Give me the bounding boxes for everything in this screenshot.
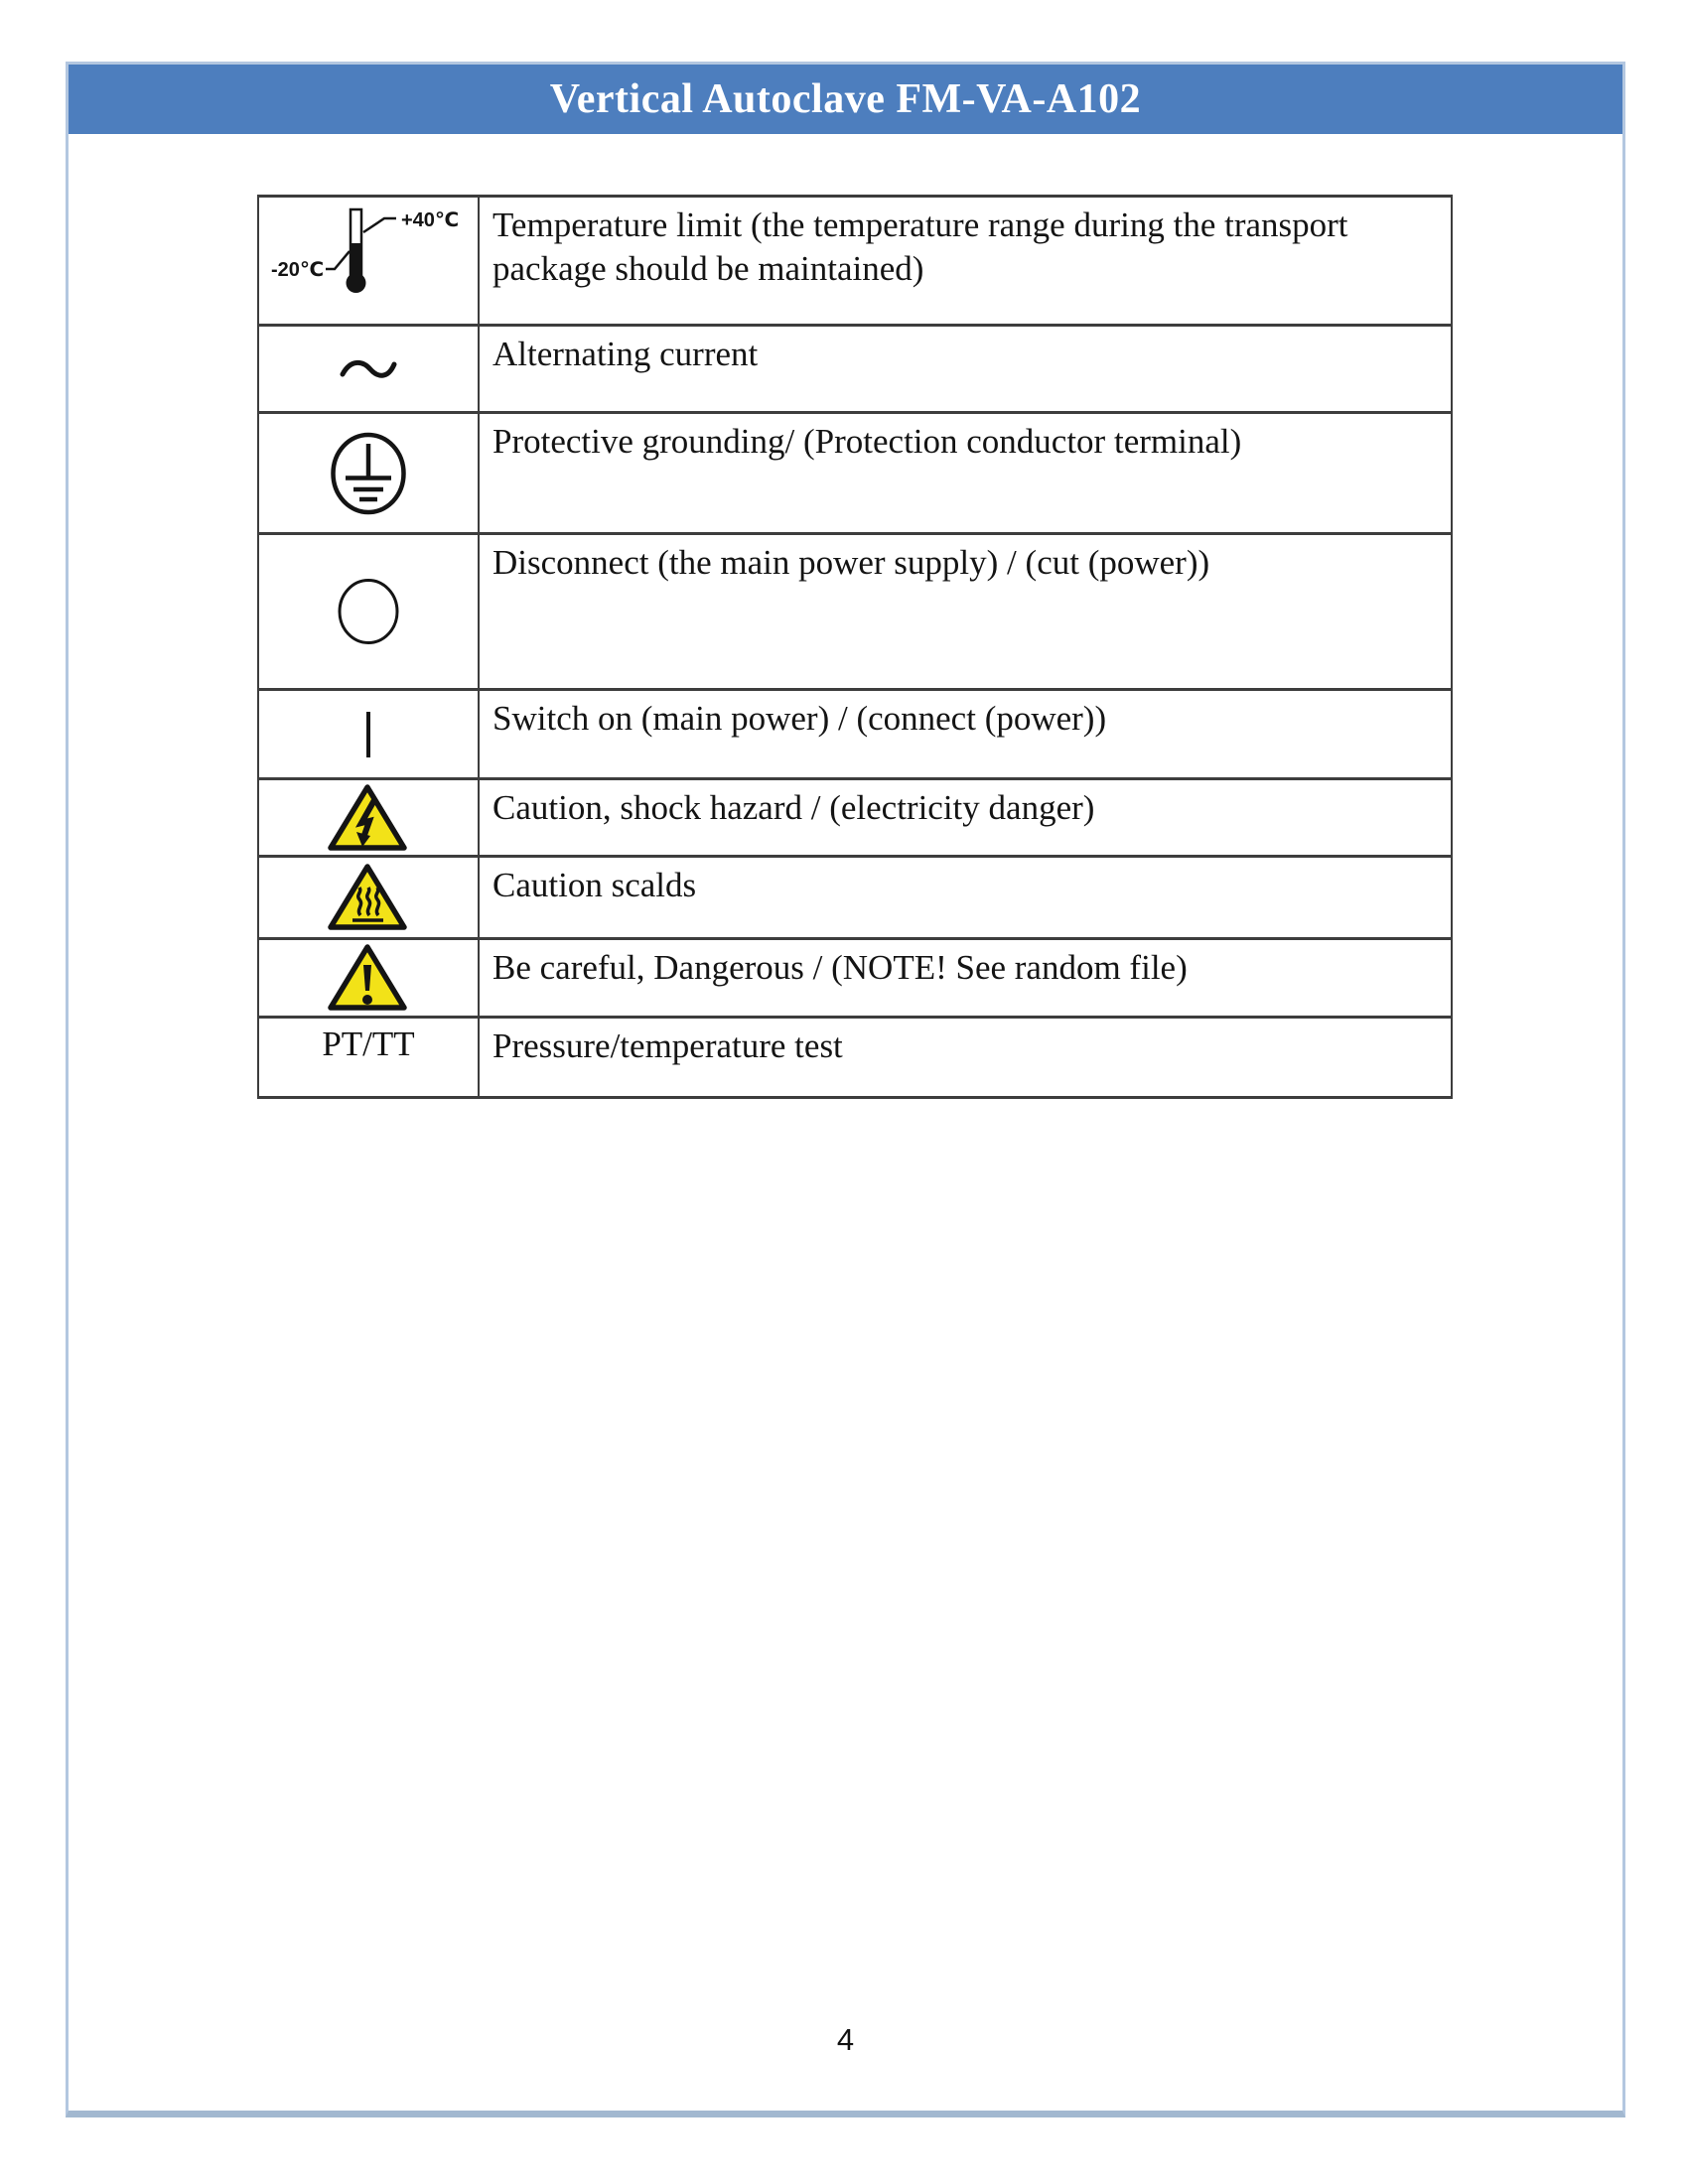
hot-surface-icon bbox=[327, 861, 410, 934]
protective-earth-icon bbox=[329, 431, 408, 516]
description-cell: Switch on (main power) / (connect (power)) bbox=[479, 690, 1452, 779]
symbol-cell bbox=[258, 690, 479, 779]
page-header bbox=[69, 65, 1622, 134]
alternating-current-icon bbox=[338, 353, 399, 385]
symbol-cell bbox=[258, 197, 479, 326]
temp-max-label: +40℃ bbox=[401, 208, 460, 231]
temperature-limit-icon bbox=[269, 205, 468, 317]
table-row bbox=[258, 1018, 1452, 1098]
table-row bbox=[258, 413, 1452, 534]
shock-hazard-icon bbox=[327, 781, 410, 855]
symbol-table-grid bbox=[257, 195, 1453, 1099]
power-on-bar-icon bbox=[363, 710, 373, 759]
symbol-cell bbox=[258, 534, 479, 690]
description-cell: Alternating current bbox=[479, 326, 1452, 413]
symbol-cell bbox=[258, 413, 479, 534]
table-row bbox=[258, 857, 1452, 939]
description-cell: Caution scalds bbox=[479, 857, 1452, 939]
description-cell: Disconnect (the main power supply) / (cut (power)) bbox=[479, 534, 1452, 690]
symbol-cell bbox=[258, 857, 479, 939]
description-cell: Caution, shock hazard / (electricity danger) bbox=[479, 779, 1452, 857]
symbol-cell bbox=[258, 326, 479, 413]
table-row bbox=[258, 779, 1452, 857]
pt-tt-label: PT/TT bbox=[322, 1024, 415, 1063]
table-row bbox=[258, 939, 1452, 1018]
page-title: Vertical Autoclave FM-VA-A102 bbox=[549, 76, 1142, 122]
temp-min-label: -20℃ bbox=[271, 258, 325, 281]
general-warning-icon bbox=[327, 941, 410, 1015]
symbol-cell bbox=[258, 779, 479, 857]
table-row bbox=[258, 326, 1452, 413]
table-row bbox=[258, 534, 1452, 690]
description-cell: Be careful, Dangerous / (NOTE! See random file) bbox=[479, 939, 1452, 1018]
table-row bbox=[258, 690, 1452, 779]
symbol-cell bbox=[258, 1018, 479, 1098]
symbol-table bbox=[257, 195, 1453, 1099]
description-cell: Temperature limit (the temperature range during the transport package should be maintained) bbox=[479, 197, 1452, 326]
document-page-frame bbox=[66, 62, 1625, 2117]
description-cell: Pressure/temperature test bbox=[479, 1018, 1452, 1098]
description-cell: Protective grounding/ (Protection conductor terminal) bbox=[479, 413, 1452, 534]
symbol-cell bbox=[258, 939, 479, 1018]
power-off-circle-icon bbox=[336, 577, 401, 646]
table-row bbox=[258, 197, 1452, 326]
page-number: 4 bbox=[836, 2022, 855, 2057]
